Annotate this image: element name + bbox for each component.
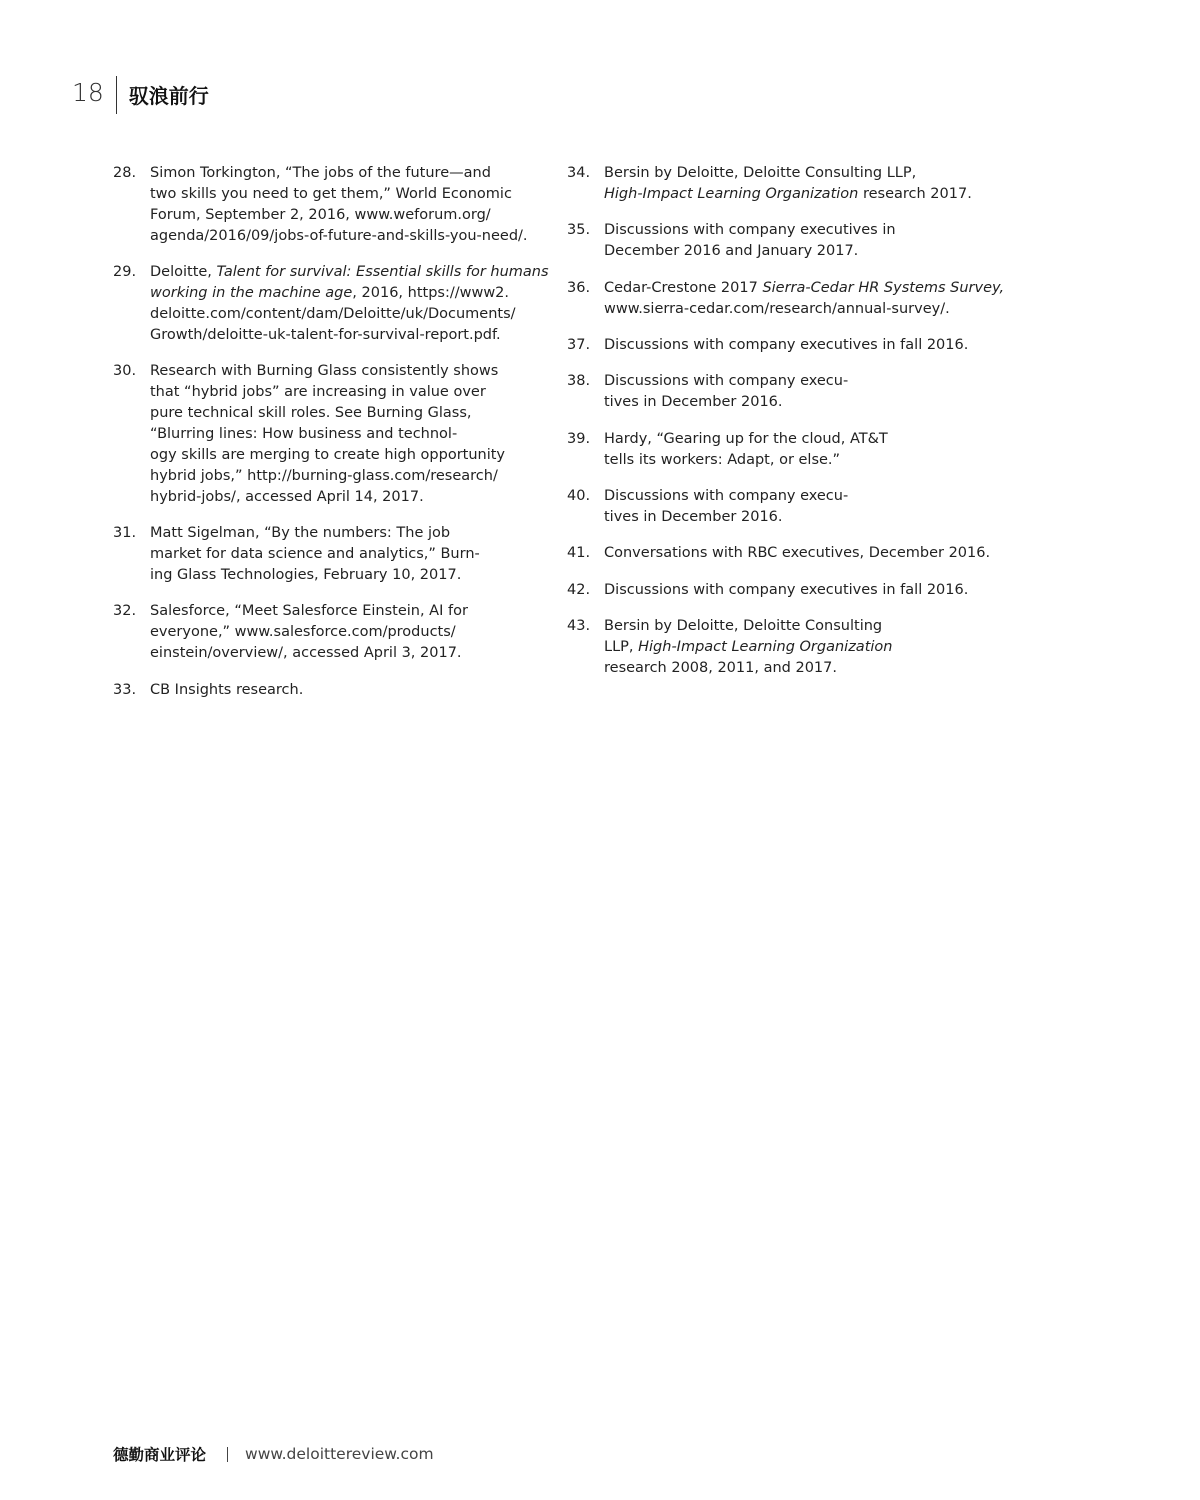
endnote-text <box>150 361 533 507</box>
endnote-line <box>150 262 549 283</box>
endnote-number: 36. <box>567 279 591 296</box>
endnote-item <box>113 601 533 664</box>
endnote-line <box>604 278 1004 299</box>
endnote-segment: www.sierra-cedar.com/research/annual-survey/. <box>604 300 950 317</box>
endnote-line <box>150 382 533 403</box>
endnote-segment: Salesforce, “Meet Salesforce Einstein, AI for <box>150 603 468 620</box>
endnote-item <box>567 278 1005 320</box>
endnote-line <box>150 184 533 205</box>
endnote-line <box>604 450 987 471</box>
page-footer <box>113 1440 434 1468</box>
endnote-number: 41. <box>567 545 591 562</box>
endnote-segment: everyone,” www.salesforce.com/products/ <box>150 624 456 641</box>
endnote-italic-title: Sierra-Cedar HR Systems Survey, <box>762 279 1005 296</box>
endnote-line <box>150 226 533 247</box>
endnote-segment: Growth/deloitte-uk-talent-for-survival-report.pdf. <box>150 326 501 343</box>
endnote-text <box>150 262 549 346</box>
endnote-text <box>150 601 533 664</box>
endnote-item <box>567 335 987 356</box>
endnote-italic-title: High-Impact Learning Organization <box>604 185 859 202</box>
endnote-line <box>150 424 533 445</box>
endnote-line <box>604 507 987 528</box>
endnote-line <box>604 241 987 262</box>
endnote-line <box>604 580 987 601</box>
endnote-segment: that “hybrid jobs” are increasing in value over <box>150 384 486 401</box>
endnote-text <box>604 163 987 205</box>
endnote-line <box>604 658 987 679</box>
endnote-segment: einstein/overview/, accessed April 3, 2017. <box>150 645 462 662</box>
endnote-number: 37. <box>567 336 591 353</box>
header-divider <box>116 76 117 114</box>
endnote-line <box>604 163 987 184</box>
endnote-segment: , 2016, https://www2. <box>352 285 510 302</box>
page-header <box>72 76 209 116</box>
endnote-segment: Discussions with company execu- <box>604 487 849 504</box>
endnote-text <box>604 580 987 601</box>
endnote-segment: Bersin by Deloitte, Deloitte Consulting LLP, <box>604 165 917 181</box>
endnote-line <box>150 601 533 622</box>
endnote-segment: Discussions with company executives in fall 2016. <box>604 336 969 353</box>
endnote-line <box>604 220 987 241</box>
endnote-line <box>150 523 533 544</box>
endnote-line <box>604 184 987 205</box>
endnote-number: 40. <box>567 487 591 504</box>
endnote-segment: Simon Torkington, “The jobs of the future—and <box>150 165 491 181</box>
endnote-item <box>113 361 533 507</box>
endnote-line <box>150 325 549 346</box>
endnote-segment: Discussions with company executives in <box>604 222 896 239</box>
endnote-text <box>604 371 987 413</box>
endnote-item <box>567 616 987 679</box>
endnote-number: 30. <box>113 363 137 380</box>
endnote-segment: tives in December 2016. <box>604 394 783 411</box>
endnote-line <box>150 205 533 226</box>
endnote-segment: ogy skills are merging to create high opportunity <box>150 446 506 463</box>
endnote-line <box>150 403 533 424</box>
endnote-line <box>150 466 533 487</box>
endnote-number: 42. <box>567 581 591 598</box>
endnote-item <box>567 486 987 528</box>
endnote-text <box>604 543 990 564</box>
endnote-italic-title: Talent for survival: Essential skills for humans <box>216 264 549 281</box>
page-number: 18 <box>72 78 104 107</box>
endnote-segment: Discussions with company execu- <box>604 373 849 390</box>
endnote-line <box>150 361 533 382</box>
endnote-line <box>150 544 533 565</box>
endnote-segment: tells its workers: Adapt, or else.” <box>604 451 841 468</box>
endnotes-left-column <box>113 163 549 716</box>
endnote-line <box>604 392 987 413</box>
endnote-line <box>150 565 533 586</box>
endnote-number: 35. <box>567 222 591 239</box>
endnote-text <box>150 523 533 586</box>
footer-divider <box>227 1447 228 1462</box>
endnote-item <box>113 523 533 586</box>
endnote-item <box>567 543 991 564</box>
endnote-segment: Discussions with company executives in fall 2016. <box>604 581 969 598</box>
endnote-line <box>150 445 533 466</box>
endnote-line <box>150 643 533 664</box>
endnote-line <box>150 163 533 184</box>
endnote-segment: research 2008, 2011, and 2017. <box>604 659 837 676</box>
endnote-segment: “Blurring lines: How business and technol- <box>150 425 458 442</box>
endnote-segment: market for data science and analytics,” Burn- <box>150 546 480 562</box>
endnote-line <box>604 486 987 507</box>
endnote-segment: Cedar-Crestone 2017 <box>604 279 763 296</box>
endnote-line <box>150 283 549 304</box>
endnote-segment: Deloitte, <box>150 264 217 281</box>
endnote-segment: Conversations with RBC executives, December 2016. <box>604 545 991 562</box>
endnote-number: 28. <box>113 165 137 181</box>
endnote-item <box>567 163 987 205</box>
endnote-item <box>567 220 987 262</box>
endnote-segment: LLP, <box>604 639 639 655</box>
footer-brand: 德勤商业评论 <box>113 1446 207 1464</box>
endnote-line <box>150 304 549 325</box>
endnote-number: 43. <box>567 618 591 635</box>
section-title: 驭浪前行 <box>128 84 209 108</box>
endnote-line <box>604 637 987 658</box>
endnote-line <box>604 299 1004 320</box>
endnote-number: 32. <box>113 603 137 620</box>
endnote-segment: agenda/2016/09/jobs-of-future-and-skills-you-need/. <box>150 227 528 244</box>
endnote-item <box>113 163 533 247</box>
endnote-segment: research 2017. <box>858 185 972 202</box>
endnote-text <box>604 616 987 679</box>
endnote-italic-title: High-Impact Learning Organization <box>638 639 893 655</box>
endnote-line <box>150 487 533 508</box>
endnote-segment: Forum, September 2, 2016, www.weforum.org/ <box>150 206 491 223</box>
endnote-text <box>150 680 533 701</box>
endnote-item <box>567 371 987 413</box>
endnote-segment: hybrid jobs,” http://burning-glass.com/research/ <box>150 467 498 484</box>
endnote-item <box>113 680 533 701</box>
endnote-number: 38. <box>567 373 591 390</box>
endnote-segment: Bersin by Deloitte, Deloitte Consulting <box>604 618 883 635</box>
endnote-segment: Hardy, “Gearing up for the cloud, AT&T <box>604 430 888 447</box>
endnote-text <box>604 335 987 356</box>
endnote-segment: two skills you need to get them,” World Economic <box>150 185 512 202</box>
endnote-segment: hybrid-jobs/, accessed April 14, 2017. <box>150 488 424 505</box>
endnote-segment: Matt Sigelman, “By the numbers: The job <box>150 525 451 542</box>
endnotes-right-column <box>567 163 1005 694</box>
endnote-segment: CB Insights research. <box>150 681 304 698</box>
endnote-segment: tives in December 2016. <box>604 508 783 525</box>
endnote-item <box>567 580 987 601</box>
endnote-line <box>604 616 987 637</box>
endnote-text <box>604 220 987 262</box>
footer-url[interactable]: www.deloittereview.com <box>245 1445 434 1463</box>
endnote-line <box>150 680 533 701</box>
endnote-segment: December 2016 and January 2017. <box>604 243 859 260</box>
endnote-text <box>604 278 1004 320</box>
endnote-line <box>604 371 987 392</box>
endnote-item <box>567 429 987 471</box>
endnote-number: 31. <box>113 525 137 542</box>
endnote-number: 34. <box>567 165 591 181</box>
endnote-number: 33. <box>113 681 137 698</box>
endnote-text <box>604 429 987 471</box>
endnote-line <box>604 335 987 356</box>
endnote-number: 39. <box>567 430 591 447</box>
endnote-item <box>113 262 549 346</box>
endnote-segment: pure technical skill roles. See Burning Glass, <box>150 405 472 422</box>
endnote-text <box>604 486 987 528</box>
endnote-segment: deloitte.com/content/dam/Deloitte/uk/Documents/ <box>150 305 516 322</box>
endnote-number: 29. <box>113 264 137 281</box>
endnote-line <box>150 622 533 643</box>
endnote-segment: Research with Burning Glass consistently shows <box>150 363 499 380</box>
endnote-text <box>150 163 533 247</box>
endnote-line <box>604 543 990 564</box>
endnote-italic-title: working in the machine age <box>150 285 353 302</box>
endnote-line <box>604 429 987 450</box>
endnote-segment: ing Glass Technologies, February 10, 2017. <box>150 566 462 583</box>
